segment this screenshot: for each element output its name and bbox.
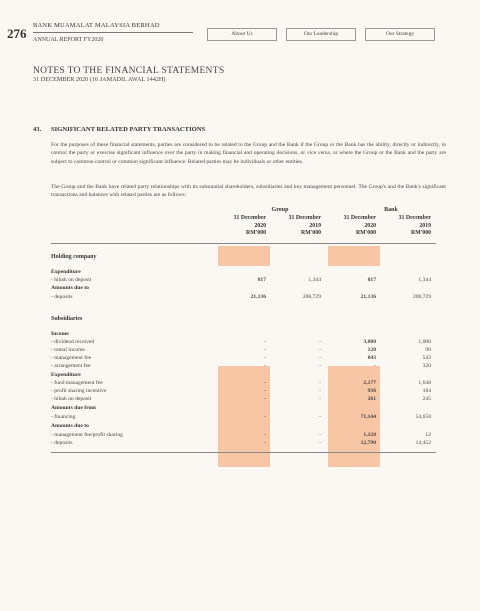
cell-bank-2019: 14,452 [415, 440, 431, 446]
annual-report-label: ANNUAL REPORT FY2020 [33, 37, 104, 43]
paragraph-related-parties-relationships: The Group and the Bank have related party relationships with its substantial shareholders, subsidiaries and key management personnel. The Group's and the Bank's significant transactions and balances with related parties are as follows: [51, 184, 446, 199]
cell-group-2019: - [319, 440, 321, 446]
cell-bank-2019: 90 [425, 347, 431, 353]
table-row [51, 339, 436, 347]
row-label: Subsidiaries [51, 316, 83, 322]
row-label: Holding company [51, 254, 97, 260]
row-label: - arrangement fee [51, 363, 91, 369]
bank-name: BANK MUAMALAT MALAYSIA BERHAD [33, 22, 160, 29]
table-subheading [51, 405, 436, 413]
table-subheading [51, 423, 436, 431]
cell-group-2020: - [264, 355, 266, 361]
column-group-group: Group [271, 207, 289, 213]
section-heading [33, 126, 205, 133]
page-number: 276 [7, 26, 27, 41]
cell-bank-2019: 1,648 [418, 380, 431, 386]
row-label: - management fee/profit sharing [51, 432, 123, 438]
cell-group-2020: - [264, 396, 266, 402]
column-header-year: 2019 [309, 222, 321, 229]
cell-bank-2020: 261 [367, 396, 376, 402]
column-header-group-2020 [206, 215, 266, 238]
paragraph-related-parties-definition: For the purposes of these financial statements, parties are considered to be related to the Group and the Bank if the Group or the Bank has the ability, directly or indirectly, to control the party or exercise significant influence over the party in making financial and operating decisions, or vice versa, or where the Group or the Bank and the party are subject to common control or common significant influence. Related parties may be individuals or other entities. [51, 142, 446, 165]
column-header-date: 31 December [343, 215, 376, 221]
cell-bank-2020: - [374, 363, 376, 369]
table-row [51, 432, 436, 440]
column-header-date: 31 December [398, 215, 431, 221]
cell-bank-2019: 184 [422, 388, 431, 394]
row-label: - hibah on deposit [51, 396, 92, 402]
cell-group-2020: - [264, 440, 266, 446]
table-bottom-divider [51, 452, 436, 453]
cell-group-2020: - [264, 363, 266, 369]
row-label: - management fee [51, 355, 92, 361]
cell-group-2020: - [264, 432, 266, 438]
table-row [51, 294, 436, 302]
cell-group-2020: - [264, 339, 266, 345]
row-label: Expenditure [51, 269, 81, 275]
cell-bank-2019: 543 [422, 355, 431, 361]
notes-title: NOTES TO THE FINANCIAL STATEMENTS [33, 66, 225, 76]
cell-group-2020: - [264, 414, 266, 420]
row-label: - financing [51, 414, 76, 420]
row-label: - rental income [51, 347, 85, 353]
row-label: - dividend received [51, 339, 95, 345]
cell-bank-2020: 843 [367, 355, 376, 361]
row-label: Amounts due to [51, 423, 89, 429]
cell-bank-2020: 3,000 [363, 339, 376, 345]
table-row [51, 440, 436, 448]
cell-bank-2019: 245 [422, 396, 431, 402]
section-number: 43. [33, 126, 42, 133]
cell-bank-2020: 1,120 [363, 432, 376, 438]
column-header-year: 2019 [419, 222, 431, 229]
table-section-subsidiaries [51, 316, 436, 324]
column-group-bank: Bank [384, 207, 398, 213]
table-row [51, 380, 436, 388]
row-label: Amounts due from [51, 405, 96, 411]
table-row [51, 355, 436, 363]
cell-bank-2020: 71,144 [360, 414, 376, 420]
table-row [51, 347, 436, 355]
row-label: - fund management fee [51, 380, 103, 386]
cell-group-2019: - [319, 396, 321, 402]
row-label: - deposits [51, 294, 73, 300]
cell-bank-2020: 936 [367, 388, 376, 394]
row-label: - hibah on deposit [51, 277, 92, 283]
column-header-date: 31 December [288, 215, 321, 221]
table-header-divider [51, 243, 436, 244]
cell-group-2019: - [319, 432, 321, 438]
cell-group-2020: - [264, 380, 266, 386]
cell-bank-2019: 54,658 [415, 414, 431, 420]
table-row [51, 396, 436, 404]
column-header-unit: RM'000 [301, 230, 321, 237]
cell-group-2019: - [319, 363, 321, 369]
column-header-bank-2020 [316, 215, 376, 238]
nav-our-leadership-button[interactable]: Our Leadership [286, 28, 356, 41]
cell-group-2019: - [319, 380, 321, 386]
table-subheading [51, 331, 436, 339]
cell-group-2019: - [319, 347, 321, 353]
cell-group-2020: 21,136 [250, 294, 266, 300]
cell-group-2019: - [319, 355, 321, 361]
column-header-unit: RM'000 [411, 230, 431, 237]
cell-bank-2020: 2,177 [363, 380, 376, 386]
row-label: - deposits [51, 440, 73, 446]
column-header-group-2019 [261, 215, 321, 238]
table-subheading [51, 269, 436, 277]
row-label: Expenditure [51, 372, 81, 378]
column-header-unit: RM'000 [356, 230, 376, 237]
nav-about-us-button[interactable]: About Us [207, 28, 277, 41]
table-row [51, 363, 436, 371]
section-title: SIGNIFICANT RELATED PARTY TRANSACTIONS [51, 126, 206, 133]
cell-group-2020: - [264, 347, 266, 353]
cell-group-2020: 817 [257, 277, 266, 283]
cell-bank-2020: 21,136 [360, 294, 376, 300]
table-row [51, 414, 436, 422]
table-row [51, 388, 436, 396]
column-header-year: 2020 [254, 222, 266, 229]
column-header-year: 2020 [364, 222, 376, 229]
cell-group-2019: 208,729 [302, 294, 321, 300]
cell-bank-2019: 1,000 [418, 339, 431, 345]
cell-bank-2020: 817 [367, 277, 376, 283]
table-subheading [51, 285, 436, 293]
cell-group-2019: - [319, 414, 321, 420]
cell-group-2019: 1,344 [308, 277, 321, 283]
cell-group-2020: - [264, 388, 266, 394]
cell-bank-2019: 320 [422, 363, 431, 369]
cell-bank-2019: 12 [425, 432, 431, 438]
cell-bank-2020: 12,790 [360, 440, 376, 446]
column-header-bank-2019 [371, 215, 431, 238]
row-label: Income [51, 331, 69, 337]
table-subheading [51, 372, 436, 380]
cell-group-2019: - [319, 388, 321, 394]
nav-our-strategy-button[interactable]: Our Strategy [365, 28, 435, 41]
cell-bank-2019: 1,344 [418, 277, 431, 283]
row-label: Amounts due to [51, 285, 89, 291]
header-divider [33, 32, 193, 33]
cell-bank-2019: 208,729 [412, 294, 431, 300]
column-header-date: 31 December [233, 215, 266, 221]
cell-group-2019: - [319, 339, 321, 345]
column-header-unit: RM'000 [246, 230, 266, 237]
notes-date: 31 DECEMBER 2020 (16 JAMADIL AWAL 1442H) [33, 76, 166, 83]
table-row [51, 277, 436, 285]
cell-bank-2020: 120 [367, 347, 376, 353]
row-label: - profit sharing incentive [51, 388, 107, 394]
table-section-holding-company [51, 254, 436, 262]
